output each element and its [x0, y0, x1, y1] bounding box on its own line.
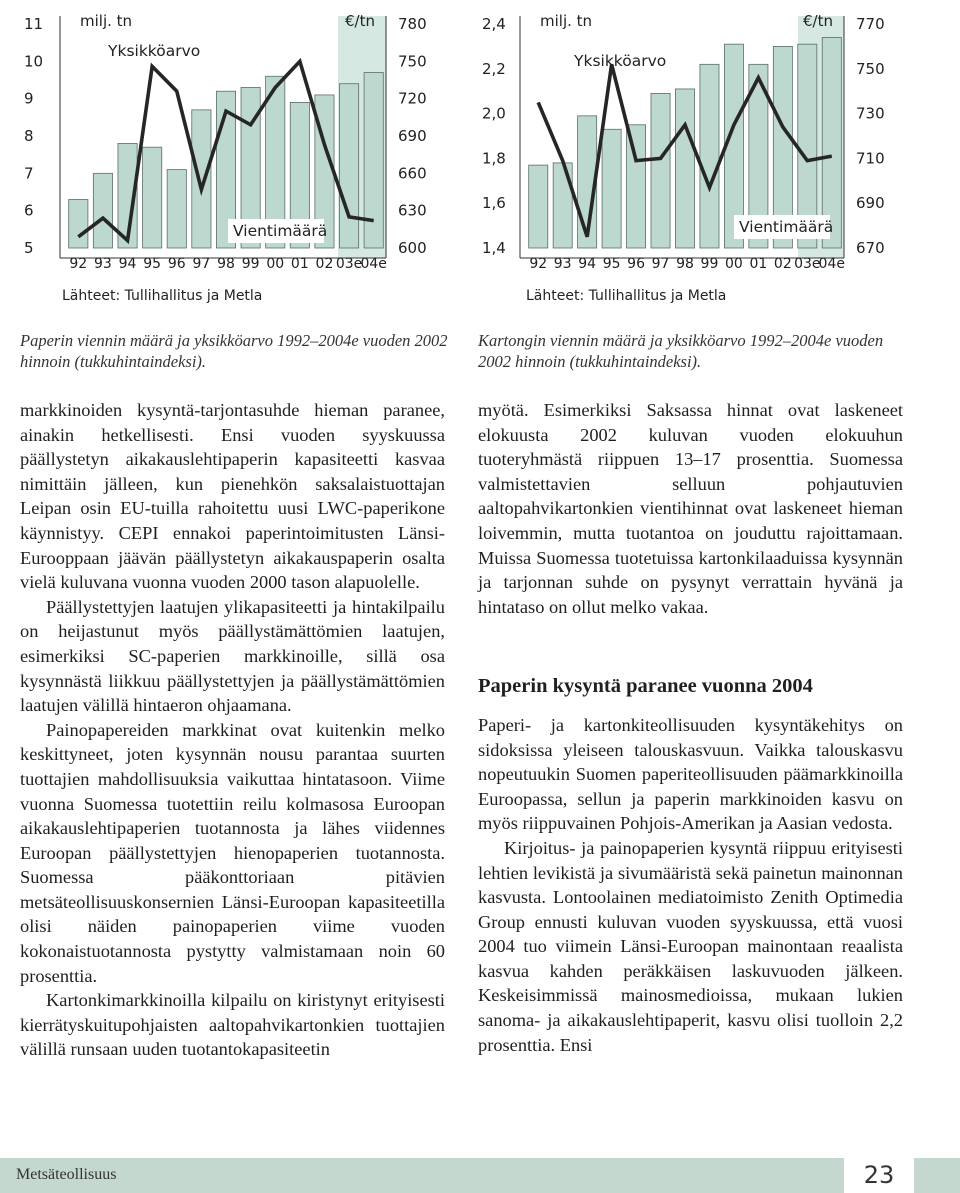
category-tick-label: 03e — [335, 256, 363, 272]
bar — [339, 84, 358, 248]
bar — [69, 199, 88, 248]
category-tick-label: 94 — [118, 256, 137, 272]
page-number: 23 — [844, 1158, 914, 1193]
left-tick-label: 1,4 — [482, 239, 506, 257]
right-tick-label: 630 — [398, 201, 427, 220]
right-tick-label: 780 — [398, 15, 427, 33]
category-tick-label: 99 — [241, 256, 260, 272]
bar — [167, 170, 186, 248]
paragraph: Kirjoitus- ja painopaperien kysyntä riippuu erityisesti lehtien levikistä ja sivumääristä sekä painetun mainonnan kasvusta. Lontoolainen mediatoimisto Zenith Optimedia Group ennusti kuluvan vuoden syyskuussa, että vuosi 2004 tuo viimein Länsi-Euroopan mainontaan reaalista kasvua kahden peräkkäisen laskuvuoden jälkeen. Keskeisimmissä mainosmedioissa, mukaan lukien sanoma- ja aikakauslehtipaperit, kasvu olisi tuolloin 2,2 prosenttia. Ensi — [478, 837, 903, 1055]
publication-name: Metsäteollisuus — [16, 1166, 117, 1183]
bar — [529, 165, 548, 248]
right-tick-label: 750 — [856, 59, 885, 78]
left-tick-label: 6 — [24, 201, 34, 220]
left-tick-label: 11 — [24, 15, 44, 33]
left-axis-unit: milj. tn — [540, 12, 593, 30]
category-tick-label: 02 — [315, 256, 334, 272]
right-tick-label: 690 — [856, 194, 885, 213]
paragraph: Painopapereiden markkinat ovat kuitenkin melko keskittyneet, joten kysynnän nousu parantaa suurten tuottajien mahdollisuuksia vaikuttaa hintatasoon. Viime vuonna Suomessa tuotettiin reilu kolmasosa Euroopan aikakauslehtipaperien tuotannosta ja lähes viidennes Euroopan päällystettyjen hienopaperien tuotannosta. Suomessa pääkonttoriaan pitävien metsäteollisuuskonsernien Länsi-Euroopan kapasiteetilla olisi näiden painopaperien viime vuoden kokonaistuotannosta pystytty valmistamaan noin 60 prosenttia. — [20, 719, 445, 986]
category-tick-label: 01 — [290, 256, 309, 272]
category-tick-label: 93 — [553, 256, 572, 272]
category-tick-label: 04e — [360, 256, 387, 272]
paper-export-chart — [20, 8, 450, 308]
left-tick-label: 2,4 — [482, 15, 506, 33]
category-tick-label: 93 — [94, 256, 112, 272]
right-text-column — [478, 398, 903, 1057]
right-axis-unit: €/tn — [345, 12, 375, 30]
category-tick-label: 94 — [578, 256, 597, 272]
category-tick-label: 97 — [192, 256, 211, 272]
category-tick-label: 98 — [676, 256, 694, 272]
category-tick-label: 98 — [217, 256, 235, 272]
bar — [627, 125, 646, 248]
category-tick-label: 00 — [266, 256, 285, 272]
section-heading: Paperin kysyntä paranee vuonna 2004 — [478, 675, 813, 698]
paragraph: myötä. Esimerkiksi Saksassa hinnat ovat laskeneet elokuusta 2002 kuluvan vuoden elokuuhun tuoteryhmästä riippuen 13–17 prosenttia. Suomessa valmistettavien selluun pohjautuvien aaltopahvikartonkien vientihinnat ovat laskeneet hieman loivemmin, mutta tuotantoa on jouduttu rajoittamaan. Muissa Suomessa tuotetuissa kartonkilaaduissa kysynnän ja tarjonnan suhde on pysynyt verrattain hyvänä ja hintataso on ollut melko vakaa. — [478, 400, 903, 617]
bar — [700, 64, 719, 248]
category-tick-label: 97 — [651, 256, 670, 272]
left-tick-label: 1,6 — [482, 194, 506, 213]
right-tick-label: 690 — [398, 127, 427, 145]
left-tick-label: 2,2 — [482, 59, 506, 78]
bar — [143, 147, 162, 248]
category-tick-label: 01 — [749, 256, 768, 272]
bar — [93, 173, 112, 248]
right-tick-label: 660 — [398, 164, 427, 183]
category-tick-label: 96 — [627, 256, 645, 272]
paragraph: markkinoiden kysyntä-tarjontasuhde hieman paranee, ainakin hetkellisesti. Ensi vuoden syyskuussa päällystetyn aikakauslehtipaperin kapasiteetti kasvaa nimittäin jälleen, kun pienehkön saksalaistuottajan Leipan osin EU-tuilla rahoitettu uusi LWC-paperikone käynnistyy. CEPI ennakoi paperintoimitusten Länsi-Eurooppaan jäävän päällystetyn aikakauspaperin osalta vielä kuluvana vuonna vuoden 2000 tason alapuolelle. — [20, 400, 445, 593]
left-tick-label: 1,8 — [482, 149, 506, 168]
category-tick-label: 95 — [143, 256, 162, 272]
right-tick-label: 720 — [398, 89, 427, 108]
left-axis-unit: milj. tn — [80, 12, 133, 30]
left-tick-label: 2,0 — [482, 104, 506, 123]
chart-source: Lähteet: Tullihallitus ja Metla — [62, 288, 263, 304]
right-axis-unit: €/tn — [803, 12, 833, 30]
right-tick-label: 770 — [856, 15, 885, 33]
paragraph: Kartonkimarkkinoilla kilpailu on kiristynyt erityisesti kierrätyskuitupohjaisten aaltopahvikartonkien tuottajien välillä runsaan uuden tuotantokapasiteetin — [20, 990, 445, 1060]
category-tick-label: 00 — [725, 256, 743, 272]
bar — [602, 129, 621, 248]
category-tick-label: 02 — [773, 256, 792, 272]
board-export-chart — [478, 8, 918, 308]
right-tick-label: 670 — [856, 239, 885, 257]
category-tick-label: 04e — [818, 256, 845, 272]
category-tick-label: 92 — [69, 256, 88, 272]
left-tick-label: 10 — [24, 52, 44, 71]
category-tick-label: 03e — [794, 256, 821, 272]
page-footer — [0, 1158, 960, 1193]
left-tick-label: 7 — [24, 164, 34, 183]
bar — [651, 93, 670, 248]
category-tick-label: 95 — [602, 256, 621, 272]
category-tick-label: 96 — [167, 256, 186, 272]
paragraph: Päällystettyjen laatujen ylikapasiteetti ja hintakilpailu on heijastunut myös päällystämättömien laatujen, esimerkiksi SC-paperien markkinoille, sillä osa kysynnästä liikkuu päällystettyjen ja päällystämättömien laatujen välillä hintaeron ohjaamana. — [20, 596, 445, 716]
bar — [364, 73, 383, 248]
bar — [675, 89, 694, 248]
left-tick-label: 8 — [24, 127, 34, 145]
left-text-column — [20, 398, 445, 1062]
line-series-label: Yksikköarvo — [574, 52, 667, 70]
right-tick-label: 600 — [398, 239, 427, 257]
left-tick-label: 9 — [24, 89, 34, 108]
left-chart-caption: Paperin viennin määrä ja yksikköarvo 1992–2004e vuoden 2002 hinnoin (tukkuhintaindeksi). — [20, 331, 448, 371]
right-tick-label: 710 — [856, 149, 885, 168]
category-tick-label: 99 — [700, 256, 719, 272]
category-tick-label: 92 — [529, 256, 548, 272]
chart-source: Lähteet: Tullihallitus ja Metla — [526, 288, 727, 304]
bar-series-label: Vientimäärä — [739, 218, 834, 236]
right-tick-label: 730 — [856, 104, 885, 123]
bar — [192, 110, 211, 248]
bar-series-label: Vientimäärä — [233, 222, 328, 240]
paragraph: Paperi- ja kartonkiteollisuuden kysyntäkehitys on sidoksissa yleiseen talouskasvuun. Vaikka talouskasvu nopeutuukin Suomen paperiteollisuuden päämarkkinoilla Euroopassa, sellun ja paperin markkinoiden kasvu on myös riippuvainen Pohjois-Amerikan ja Aasian vedosta. — [478, 714, 903, 834]
line-series-label: Yksikköarvo — [108, 42, 201, 60]
left-tick-label: 5 — [24, 239, 34, 257]
right-tick-label: 750 — [398, 52, 427, 71]
right-chart-caption: Kartongin viennin määrä ja yksikköarvo 1992–2004e vuoden 2002 hinnoin (tukkuhintaindeksi). — [478, 331, 884, 371]
